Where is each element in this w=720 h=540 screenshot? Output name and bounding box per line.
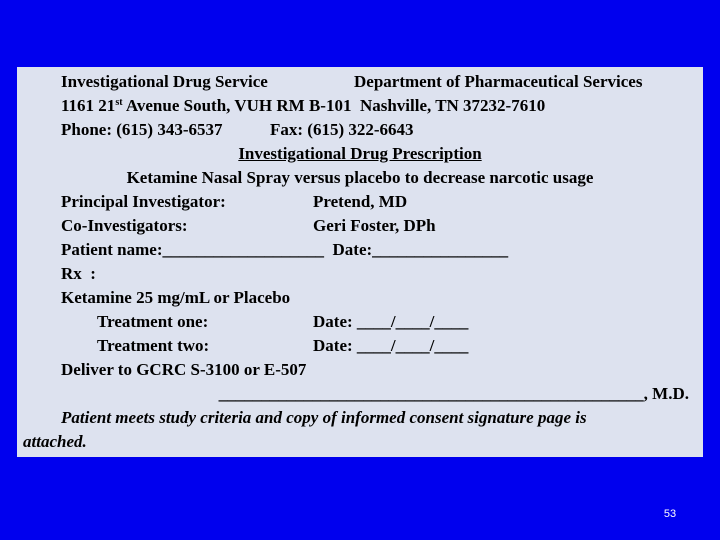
principal-investigator-label: Principal Investigator: (61, 192, 226, 211)
co-investigators-value: Geri Foster, DPh (313, 216, 436, 235)
department-name: Department of Pharmaceutical Services (354, 72, 643, 91)
address: 1161 21st Avenue South, VUH RM B-101 Nashville, TN 37232-7610 (61, 96, 546, 115)
treatment-two-label: Treatment two: (97, 336, 210, 355)
slide-number: 53 (663, 508, 677, 520)
treatment-one-label: Treatment one: (97, 312, 209, 331)
drug-line: Ketamine 25 mg/mL or Placebo (61, 288, 291, 307)
fax: Fax: (615) 322-6643 (270, 120, 414, 139)
principal-investigator-value: Pretend, MD (313, 192, 408, 211)
treatment-two-date: Date: ____/____/____ (313, 336, 469, 355)
document-title: Investigational Drug Prescription (238, 144, 482, 163)
co-investigators-label: Co-Investigators: (61, 216, 188, 235)
attestation-line-2: attached. (23, 432, 87, 451)
service-name: Investigational Drug Service (61, 72, 268, 91)
prescription-card (17, 67, 703, 457)
rx-label: Rx : (61, 264, 96, 283)
treatment-one-date: Date: ____/____/____ (313, 312, 469, 331)
physician-signature-line: __________________________________________________, M.D. (218, 384, 689, 403)
attestation-line-1: Patient meets study criteria and copy of informed consent signature page is (61, 408, 587, 427)
patient-name-date-line: Patient name:___________________ Date:________________ (61, 240, 509, 259)
study-title: Ketamine Nasal Spray versus placebo to decrease narcotic usage (126, 168, 594, 187)
phone: Phone: (615) 343-6537 (61, 120, 223, 139)
delivery-instruction: Deliver to GCRC S-3100 or E-507 (61, 360, 307, 379)
